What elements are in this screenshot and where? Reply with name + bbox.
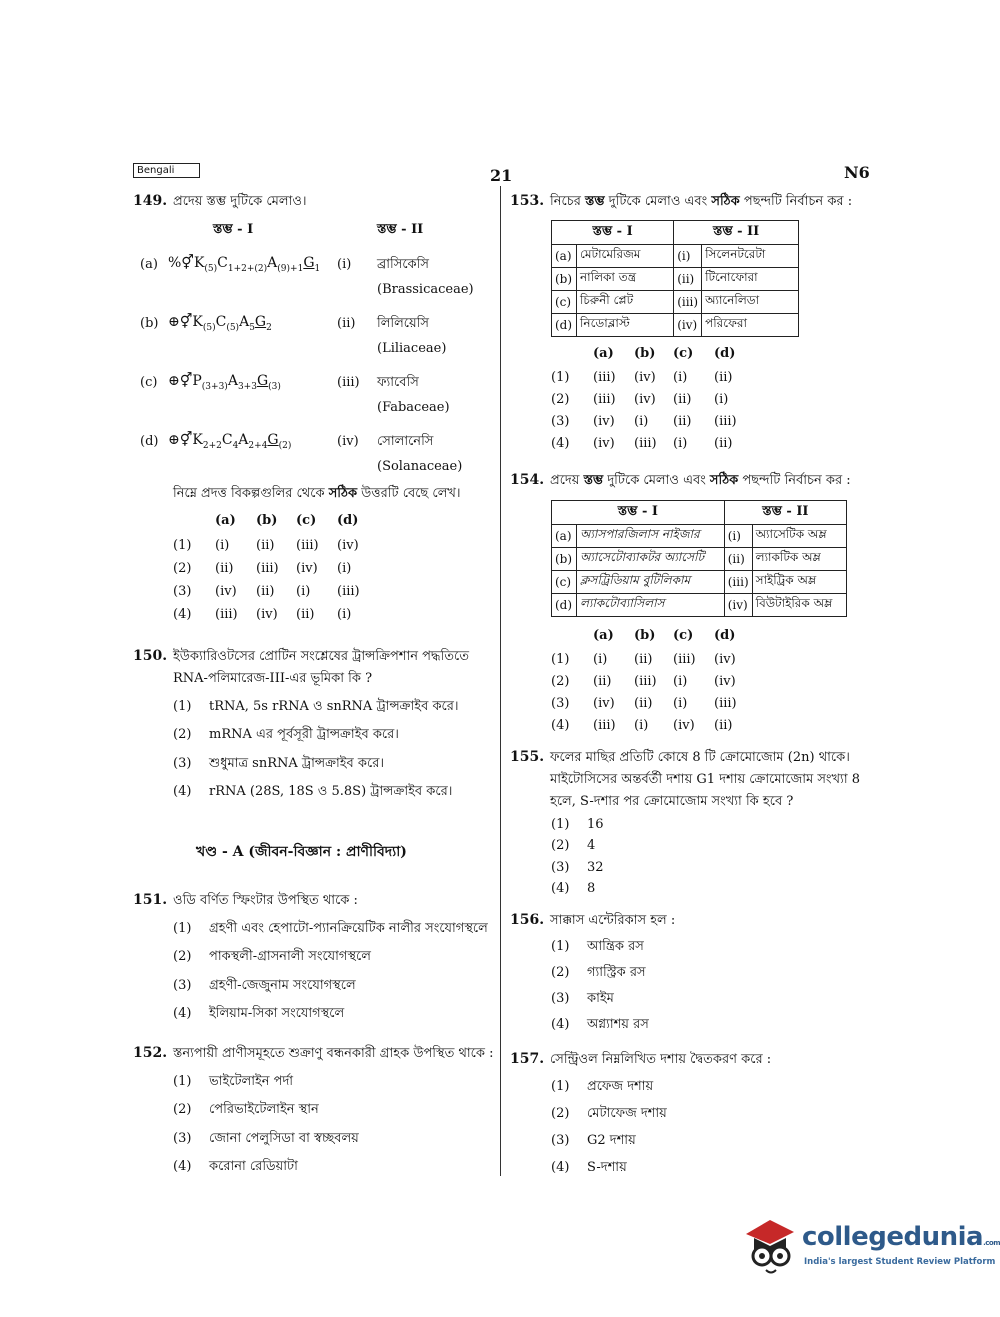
option-number: (4) (551, 718, 570, 733)
option-number: (1) (173, 699, 192, 714)
q157-stem: সেন্ট্রিওল নিম্নলিখিত দশায় দ্বৈতকরণ করে : (550, 1052, 772, 1067)
cell: সিলেনটরেটা (702, 245, 799, 268)
option-number: (3) (173, 584, 192, 599)
option-value: (ii) (634, 696, 653, 711)
q149-row-name: ফ্যাবেসি (377, 375, 419, 390)
option-text: কাইম (587, 991, 614, 1006)
q155-number: 155. (510, 749, 545, 765)
option-value: (ii) (296, 607, 315, 622)
cell: অ্যানেলিডা (702, 291, 799, 314)
q151-option-3[interactable] (173, 977, 356, 995)
cell: (iv) (674, 314, 702, 337)
option-value: (i) (634, 718, 649, 733)
option-number: (3) (173, 978, 192, 993)
paper-code: N6 (844, 163, 870, 182)
table-header-row (552, 501, 847, 525)
option-value: (i) (673, 696, 688, 711)
option-number: (1) (173, 538, 192, 553)
option-value: (i) (673, 370, 688, 385)
option-value: (iii) (256, 561, 279, 576)
cell: (iii) (724, 571, 752, 594)
q156-number: 156. (510, 912, 545, 928)
option-text: mRNA এর পূর্বসূরী ট্রান্সক্রাইব করে। (209, 727, 399, 742)
cell: (iv) (724, 594, 752, 617)
cell: ল্যাকটোব্যাসিলাস (577, 594, 725, 617)
q155-option-4[interactable] (551, 880, 595, 898)
column-divider (500, 186, 501, 1176)
option-number: (2) (551, 1106, 570, 1121)
q151-option-1[interactable] (173, 920, 488, 938)
option-text: ইলিয়াম-সিকা সংযোগস্থলে (209, 1006, 345, 1021)
option-number: (4) (173, 607, 192, 622)
brand-name (802, 1222, 1000, 1252)
opt-header: (d) (714, 628, 736, 643)
option-number: (2) (551, 392, 570, 407)
cell: অ্যাসেটোব্যাকটর অ্যাসেটি (577, 548, 725, 571)
option-number: (1) (173, 1074, 192, 1089)
option-number: (2) (551, 838, 570, 853)
q154-col2-header: স্তম্ভ - II (724, 501, 846, 525)
opt-header: (b) (256, 513, 278, 528)
opt-header: (b) (634, 346, 656, 361)
option-value: (iv) (714, 674, 736, 689)
option-value: (i) (714, 392, 729, 407)
table-row (552, 291, 799, 314)
option-value: (iii) (337, 584, 360, 599)
option-value: (iv) (634, 370, 656, 385)
language-label: Bengali (133, 163, 200, 178)
option-text: পেরিভাইটেলাইন স্থান (209, 1102, 319, 1117)
q151-option-4[interactable] (173, 1005, 344, 1023)
option-value: (ii) (593, 674, 612, 689)
q149-row-num: (iii) (337, 375, 360, 390)
q154-stem-pre: প্রদেয় (550, 473, 584, 488)
option-text: গ্যাস্ট্রিক রস (587, 965, 646, 980)
option-value: (ii) (256, 538, 275, 553)
cell: (a) (552, 525, 577, 548)
cell: (a) (552, 245, 577, 268)
q149-stem: প্রদেয় স্তম্ভ দুটিকে মেলাও। (173, 194, 307, 209)
cell: অ্যাসপারজিলাস নাইজার (577, 525, 725, 548)
option-value: (i) (634, 414, 649, 429)
option-value: (iii) (593, 392, 616, 407)
q149-row-label: (c) (140, 375, 158, 390)
q156-option-3[interactable] (551, 990, 614, 1008)
option-number: (1) (173, 921, 192, 936)
q155-option-1[interactable] (551, 816, 604, 834)
option-value: (iii) (593, 718, 616, 733)
table-row (552, 268, 799, 291)
q152-stem: স্তন্যপায়ী প্রাণীসমূহতে শুক্রাণু বন্ধনকারী গ্রাহক উপস্থিত থাকে : (173, 1046, 494, 1061)
cell: (c) (552, 571, 577, 594)
option-value: (ii) (714, 370, 733, 385)
page-number: 21 (490, 166, 513, 185)
q155-stem-line2: মাইটোসিসের অন্তর্বর্তী দশায় G1 দশায় ক্রোমোজোম সংখ্যা 8 (550, 772, 861, 787)
table-row (552, 525, 847, 548)
option-value: (iv) (593, 436, 615, 451)
q153-match-table (551, 220, 799, 337)
q149-row-latin: (Brassicaceae) (377, 282, 474, 297)
opt-header: (a) (593, 346, 614, 361)
option-value: (ii) (256, 584, 275, 599)
q149-row-latin: (Solanaceae) (377, 459, 463, 474)
option-number: (4) (551, 436, 570, 451)
option-number: (1) (551, 817, 570, 832)
q149-row-name: লিলিয়েসি (377, 316, 429, 331)
opt-header: (b) (634, 628, 656, 643)
option-number: (1) (551, 370, 570, 385)
option-value: (i) (593, 652, 608, 667)
cell: অ্যাসেটিক অম্ল (752, 525, 846, 548)
option-value: (iv) (593, 414, 615, 429)
q149-row-label: (a) (140, 257, 158, 272)
q153-col1-header: স্তম্ভ - I (552, 221, 674, 245)
cell: মেটামেরিজম (577, 245, 674, 268)
option-text: আন্ত্রিক রস (587, 939, 644, 954)
q149-col1-header: স্তম্ভ - I (213, 222, 254, 237)
q153-col2-header: স্তম্ভ - II (674, 221, 799, 245)
option-text: rRNA (28S, 18S ও 5.8S) ট্রান্সক্রাইব করে। (209, 784, 453, 799)
option-value: (ii) (714, 718, 733, 733)
option-number: (1) (551, 1079, 570, 1094)
option-text: tRNA, 5s rRNA ও snRNA ট্রান্সক্রাইব করে। (209, 699, 459, 714)
option-value: (iii) (673, 652, 696, 667)
brand-text: collegedunia (802, 1222, 984, 1252)
cell: পরিফেরা (702, 314, 799, 337)
q149-instruction-pre: নিম্নে প্রদত্ত বিকল্পগুলির থেকে (173, 486, 329, 501)
cell: (d) (552, 594, 577, 617)
option-number: (3) (551, 860, 570, 875)
cell: টিনোফোরা (702, 268, 799, 291)
option-value: (i) (337, 561, 352, 576)
option-value: (ii) (714, 436, 733, 451)
q149-row-latin: (Fabaceae) (377, 400, 450, 415)
table-row (552, 245, 799, 268)
option-value: (iii) (714, 414, 737, 429)
option-value: (iv) (673, 718, 695, 733)
option-number: (4) (551, 1017, 570, 1032)
q149-row-label: (d) (140, 434, 159, 449)
option-text: শুধুমাত্র snRNA ট্রান্সক্রাইব করে। (209, 756, 384, 771)
table-row (552, 571, 847, 594)
q156-option-1[interactable] (551, 938, 644, 956)
option-text: ভাইটেলাইন পর্দা (209, 1074, 294, 1089)
q149-instruction-post: উত্তরটি বেছে লেখ। (357, 486, 461, 501)
q152-option-4[interactable] (173, 1158, 298, 1176)
option-value: (iii) (634, 436, 657, 451)
q149-row-latin: (Liliaceae) (377, 341, 447, 356)
option-value: (iv) (256, 607, 278, 622)
option-number: (2) (173, 1102, 192, 1117)
option-number: (3) (551, 1133, 570, 1148)
q153-stem-bold2: সঠিক (711, 194, 740, 209)
option-text: G2 দশায় (587, 1133, 636, 1148)
cell: চিরুনী প্লেট (577, 291, 674, 314)
cell: (iii) (674, 291, 702, 314)
q151-stem: ওডি বর্ণিত স্ফিংটার উপস্থিত থাকে : (173, 893, 358, 908)
opt-header: (c) (673, 628, 694, 643)
option-text: প্রফেজ দশায় (587, 1079, 654, 1094)
option-text: 16 (587, 817, 604, 832)
cell: (d) (552, 314, 577, 337)
option-value: (iv) (215, 584, 237, 599)
option-number: (1) (551, 939, 570, 954)
cell: (ii) (724, 548, 752, 571)
option-number: (2) (173, 727, 192, 742)
option-value: (ii) (215, 561, 234, 576)
option-text: 8 (587, 881, 596, 896)
option-text: গ্রহণী-জেজুনাম সংযোগস্থলে (209, 978, 356, 993)
option-value: (iii) (714, 696, 737, 711)
q153-stem-bold1: স্তম্ভ (585, 194, 605, 209)
q149-row-num: (ii) (337, 316, 356, 331)
q154-stem-bold2: সঠিক (709, 473, 739, 488)
brand-suffix: .com (983, 1239, 1000, 1247)
option-text: গ্রহণী এবং হেপাটো-প্যানক্রিয়েটিক নালীর সংযোগস্থলে (209, 921, 488, 936)
cell: ক্লসট্রিডিয়াম বুটিলিকাম (577, 571, 725, 594)
cell: (b) (552, 548, 577, 571)
option-number: (3) (551, 991, 570, 1006)
q156-stem: সাক্কাস এন্টেরিকাস হল : (550, 913, 676, 928)
q149-row-label: (b) (140, 316, 159, 331)
cell: বিউটাইরিক অম্ল (752, 594, 846, 617)
cell: (i) (724, 525, 752, 548)
option-value: (iii) (634, 674, 657, 689)
option-number: (4) (173, 1159, 192, 1174)
option-value: (i) (215, 538, 230, 553)
option-value: (i) (673, 436, 688, 451)
q154-number: 154. (510, 472, 545, 488)
q155-option-3[interactable] (551, 859, 604, 877)
option-number: (4) (173, 784, 192, 799)
q157-option-4[interactable] (551, 1159, 627, 1177)
option-value: (i) (296, 584, 311, 599)
option-text: S-দশায় (587, 1160, 627, 1175)
q151-number: 151. (133, 892, 168, 908)
cell: সাইট্রিক অম্ল (752, 571, 846, 594)
q149-row-num: (iv) (337, 434, 359, 449)
q155-stem-line1: ফলের মাছির প্রতিটি কোষে 8 টি ক্রোমোজোম (2n) থাকে। (550, 750, 850, 765)
opt-header: (c) (296, 513, 317, 528)
option-value: (iv) (296, 561, 318, 576)
option-value: (iv) (337, 538, 359, 553)
brand-tagline: India's largest Student Review Platform (804, 1257, 996, 1267)
option-number: (4) (551, 1160, 570, 1175)
q154-stem-mid: দুটিকে মেলাও এবং (603, 473, 710, 488)
q149-instruction-bold: সঠিক (328, 486, 358, 501)
option-number: (2) (551, 965, 570, 980)
option-value: (iv) (593, 696, 615, 711)
option-value: (i) (337, 607, 352, 622)
option-number: (3) (551, 414, 570, 429)
option-value: (iv) (634, 392, 656, 407)
q150-stem-line1: ইউক্যারিওটসের প্রোটিন সংশ্লেষের ট্রান্সক্রিপশান পদ্ধতিতে (173, 649, 469, 664)
q154-col1-header: স্তম্ভ - I (552, 501, 725, 525)
q153-stem-mid: দুটিকে মেলাও এবং (604, 194, 712, 209)
opt-header: (d) (714, 346, 736, 361)
option-value: (iv) (714, 652, 736, 667)
option-value: (iii) (215, 607, 238, 622)
q153-number: 153. (510, 193, 545, 209)
q154-stem (550, 472, 851, 490)
q149-instruction (173, 485, 461, 503)
q149-row-name: সোলানেসি (377, 434, 434, 449)
cell: (i) (674, 245, 702, 268)
section-heading: খণ্ড - A (জীবন-বিজ্ঞান : প্রাণীবিদ্যা) (196, 844, 407, 860)
q149-formula-d: $\oplus⚥K_{2+2}C_4A_{2+4}G_{(2)}$ (168, 432, 292, 451)
cell: নিডোব্লাস্ট (577, 314, 674, 337)
option-number: (3) (551, 696, 570, 711)
option-value: (ii) (673, 414, 692, 429)
q155-option-2[interactable] (551, 837, 595, 855)
table-header-row (552, 221, 799, 245)
q149-number: 149. (133, 193, 168, 209)
mascot-logo-icon (740, 1212, 798, 1278)
cell: (b) (552, 268, 577, 291)
option-value: (ii) (634, 652, 653, 667)
option-text: অগ্ন্যাশয় রস (587, 1017, 649, 1032)
option-number: (2) (551, 674, 570, 689)
q156-option-2[interactable] (551, 964, 646, 982)
q150-option-2[interactable] (173, 726, 399, 744)
q149-row-num: (i) (337, 257, 352, 272)
opt-header: (a) (215, 513, 236, 528)
option-number: (3) (173, 756, 192, 771)
q150-number: 150. (133, 648, 168, 664)
q155-stem-line3: হলে, S-দশার পর ক্রোমোজোম সংখ্যা কি হবে ? (550, 794, 794, 809)
option-text: পাকস্থলী-গ্রাসনালী সংযোগস্থলে (209, 949, 371, 964)
q152-option-2[interactable] (173, 1101, 319, 1119)
opt-header: (d) (337, 513, 359, 528)
option-text: জোনা পেলুসিডা বা স্বচ্ছবলয় (209, 1131, 359, 1146)
option-number: (4) (173, 1006, 192, 1021)
q149-row-name: ব্রাসিকেসি (377, 257, 429, 272)
q152-option-3[interactable] (173, 1130, 359, 1148)
option-value: (iii) (296, 538, 319, 553)
q149-col2-header: স্তম্ভ - II (377, 222, 424, 237)
option-text: করোনা রেডিয়াটা (209, 1159, 298, 1174)
q157-option-2[interactable] (551, 1105, 667, 1123)
option-text: মেটাফেজ দশায় (587, 1106, 667, 1121)
q157-number: 157. (510, 1051, 545, 1067)
cell: (ii) (674, 268, 702, 291)
q153-stem-pre: নিচের (550, 194, 586, 209)
q157-option-1[interactable] (551, 1078, 653, 1096)
q150-option-4[interactable] (173, 783, 452, 801)
table-row (552, 548, 847, 571)
cell: নালিকা তন্ত্র (577, 268, 674, 291)
q157-option-3[interactable] (551, 1132, 636, 1150)
q151-option-2[interactable] (173, 948, 371, 966)
q150-option-3[interactable] (173, 755, 384, 773)
option-number: (4) (551, 881, 570, 896)
option-text: 4 (587, 838, 596, 853)
cell: ল্যাকটিক অম্ল (752, 548, 846, 571)
table-row (552, 594, 847, 617)
option-value: (iii) (593, 370, 616, 385)
q152-option-1[interactable] (173, 1073, 293, 1091)
cell: (c) (552, 291, 577, 314)
q153-stem (550, 193, 852, 211)
option-number: (3) (173, 1131, 192, 1146)
opt-header: (a) (593, 628, 614, 643)
q149-formula-c: $\oplus⚥P_{(3+3)}A_{3+3}G_{(3)}$ (168, 373, 281, 392)
q149-formula-b: $\oplus⚥K_{(5)}C_{(5)}A_5G_2$ (168, 314, 272, 333)
q156-option-4[interactable] (551, 1016, 649, 1034)
table-row (552, 314, 799, 337)
q154-stem-post: পছন্দটি নির্বাচন কর : (738, 473, 851, 488)
option-number: (1) (551, 652, 570, 667)
option-value: (i) (673, 674, 688, 689)
option-number: (2) (173, 949, 192, 964)
q149-formula-a: $\%⚥K_{(5)}C_{1+2+(2)}A_{(9)+1}G_1$ (168, 255, 321, 274)
q154-match-table (551, 500, 847, 617)
option-text: 32 (587, 860, 604, 875)
option-value: (ii) (673, 392, 692, 407)
q152-number: 152. (133, 1045, 168, 1061)
q154-stem-bold1: স্তম্ভ (583, 473, 604, 488)
q153-stem-post: পছন্দটি নির্বাচন কর : (739, 194, 853, 209)
collegedunia-watermark (740, 1212, 1000, 1282)
option-number: (2) (173, 561, 192, 576)
q150-option-1[interactable] (173, 698, 459, 716)
opt-header: (c) (673, 346, 694, 361)
q150-stem-line2: RNA-পলিমারেজ-III-এর ভূমিকা কি ? (173, 671, 373, 686)
